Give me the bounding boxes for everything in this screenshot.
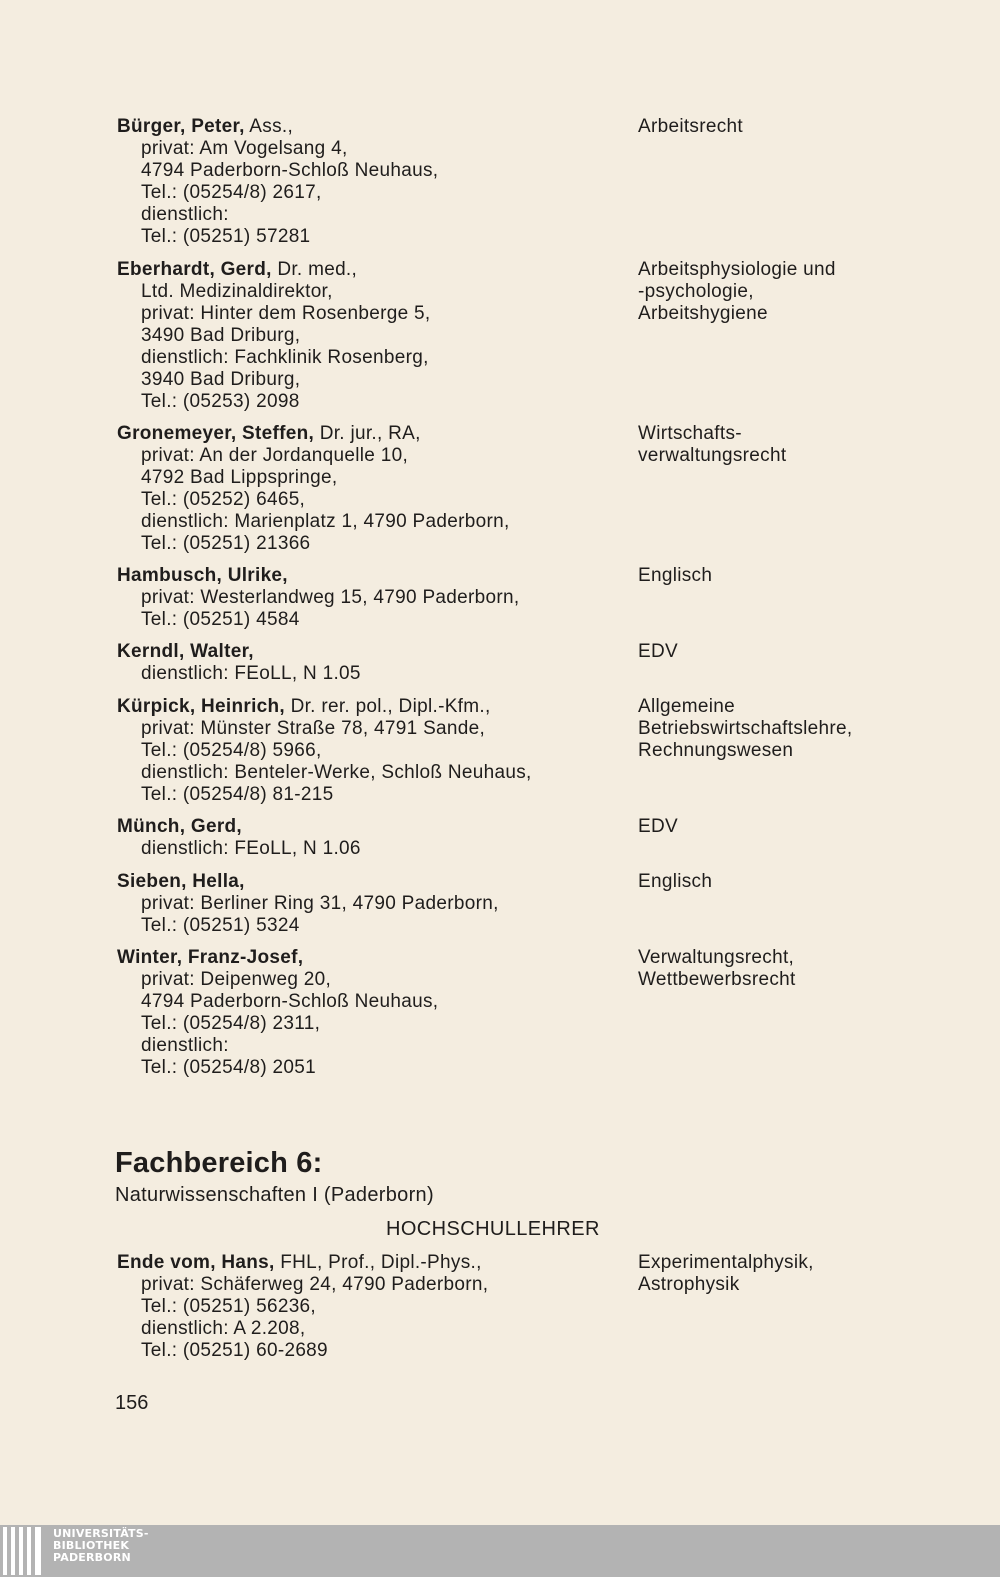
address-line: dienstlich: A 2.208,: [141, 1318, 306, 1339]
person-title: Dr. jur., RA,: [314, 423, 421, 444]
entry-subject: [638, 696, 988, 762]
person-name: Eberhardt, Gerd,: [117, 259, 272, 280]
person-title: FHL, Prof., Dipl.-Phys.,: [274, 1252, 482, 1273]
library-logo-icon: [0, 1525, 48, 1577]
subject-line: Wettbewerbsrecht: [638, 969, 796, 990]
section-title: Fachbereich 6:: [115, 1147, 323, 1179]
address-line: dienstlich: Benteler-Werke, Schloß Neuhaus,: [141, 762, 532, 783]
address-line: 4794 Paderborn-Schloß Neuhaus,: [141, 160, 439, 181]
address-line: dienstlich: FEoLL, N 1.06: [141, 838, 361, 859]
entry-name-line: [117, 1252, 627, 1274]
person-title: Ass.,: [244, 116, 294, 137]
entry-address-block: [117, 871, 627, 937]
address-line: Tel.: (05251) 57281: [141, 226, 311, 247]
address-line: Tel.: (05251) 4584: [141, 609, 300, 630]
subject-line: -psychologie,: [638, 281, 754, 302]
entry-address-block: [117, 259, 627, 413]
entry-address-block: [117, 423, 627, 555]
address-line: Tel.: (05254/8) 2311,: [141, 1013, 321, 1034]
category-heading: HOCHSCHULLEHRER: [386, 1218, 600, 1240]
person-name: Winter, Franz-Josef,: [117, 947, 304, 968]
subject-line: EDV: [638, 816, 678, 837]
address-line: 4794 Paderborn-Schloß Neuhaus,: [141, 991, 439, 1012]
subject-line: Astrophysik: [638, 1274, 740, 1295]
entry-address-block: [117, 565, 627, 631]
subject-line: EDV: [638, 641, 678, 662]
address-line: privat: Deipenweg 20,: [141, 969, 332, 990]
person-name: Gronemeyer, Steffen,: [117, 423, 315, 444]
address-line: Tel.: (05254/8) 81-215: [141, 784, 334, 805]
address-line: dienstlich: Fachklinik Rosenberg,: [141, 347, 429, 368]
entry-subject: [638, 641, 988, 663]
entry-subject: [638, 947, 988, 991]
address-line: privat: Berliner Ring 31, 4790 Paderborn,: [141, 893, 499, 914]
subject-line: Betriebswirtschaftslehre,: [638, 718, 853, 739]
address-line: privat: Am Vogelsang 4,: [141, 138, 348, 159]
address-line: privat: Westerlandweg 15, 4790 Paderborn,: [141, 587, 520, 608]
entry-address-block: [117, 816, 627, 860]
entry-name-line: [117, 947, 627, 969]
person-name: Sieben, Hella,: [117, 871, 245, 892]
entry-subject: [638, 1252, 988, 1296]
subject-line: Rechnungswesen: [638, 740, 794, 761]
address-line: privat: An der Jordanquelle 10,: [141, 445, 409, 466]
person-name: Bürger, Peter,: [117, 116, 245, 137]
address-line: privat: Schäferweg 24, 4790 Paderborn,: [141, 1274, 489, 1295]
entry-address-block: [117, 696, 627, 806]
entry-address-block: [117, 1252, 627, 1362]
address-line: Ltd. Medizinaldirektor,: [141, 281, 333, 302]
address-line: Tel.: (05251) 21366: [141, 533, 311, 554]
entry-name-line: [117, 696, 627, 718]
address-line: Tel.: (05252) 6465,: [141, 489, 306, 510]
logo-text-line: PADERBORN: [53, 1551, 131, 1564]
subject-line: Wirtschafts-: [638, 423, 742, 444]
person-name: Kerndl, Walter,: [117, 641, 254, 662]
section-subtitle: Naturwissenschaften I (Paderborn): [115, 1184, 434, 1206]
person-name: Hambusch, Ulrike,: [117, 565, 288, 586]
address-line: Tel.: (05251) 5324: [141, 915, 300, 936]
person-title: Dr. rer. pol., Dipl.-Kfm.,: [285, 696, 491, 717]
entry-subject: [638, 259, 988, 325]
entry-subject: [638, 116, 988, 138]
logo-text-line: BIBLIOTHEK: [53, 1539, 130, 1552]
entry-name-line: [117, 423, 627, 445]
entry-address-block: [117, 116, 627, 248]
entry-name-line: [117, 871, 627, 893]
subject-line: Arbeitshygiene: [638, 303, 768, 324]
address-line: dienstlich: FEoLL, N 1.05: [141, 663, 361, 684]
subject-line: Verwaltungsrecht,: [638, 947, 795, 968]
entry-name-line: [117, 259, 627, 281]
address-line: dienstlich:: [141, 204, 229, 225]
entry-address-block: [117, 641, 627, 685]
address-line: Tel.: (05254/8) 2051: [141, 1057, 317, 1078]
entry-name-line: [117, 816, 627, 838]
entry-subject: [638, 871, 988, 893]
subject-line: Allgemeine: [638, 696, 735, 717]
logo-text-line: UNIVERSITÄTS-: [53, 1527, 149, 1540]
entry-address-block: [117, 947, 627, 1079]
address-line: dienstlich: Marienplatz 1, 4790 Paderborn,: [141, 511, 510, 532]
address-line: privat: Hinter dem Rosenberge 5,: [141, 303, 431, 324]
address-line: 4792 Bad Lippspringe,: [141, 467, 338, 488]
entry-subject: [638, 423, 988, 467]
subject-line: Englisch: [638, 871, 713, 892]
address-line: dienstlich:: [141, 1035, 229, 1056]
subject-line: Experimentalphysik,: [638, 1252, 814, 1273]
address-line: 3490 Bad Driburg,: [141, 325, 301, 346]
person-name: Münch, Gerd,: [117, 816, 242, 837]
address-line: privat: Münster Straße 78, 4791 Sande,: [141, 718, 486, 739]
entry-name-line: [117, 641, 627, 663]
address-line: Tel.: (05254/8) 2617,: [141, 182, 322, 203]
address-line: Tel.: (05254/8) 5966,: [141, 740, 322, 761]
page-number: 156: [115, 1392, 149, 1414]
entry-name-line: [117, 116, 627, 138]
entry-subject: [638, 816, 988, 838]
library-footer-bar: [0, 1525, 1000, 1577]
person-name: Kürpick, Heinrich,: [117, 696, 285, 717]
subject-line: verwaltungsrecht: [638, 445, 787, 466]
entry-subject: [638, 565, 988, 587]
address-line: Tel.: (05251) 56236,: [141, 1296, 317, 1317]
address-line: Tel.: (05253) 2098: [141, 391, 300, 412]
subject-line: Arbeitsphysiologie und: [638, 259, 836, 280]
person-title: Dr. med.,: [271, 259, 358, 280]
entry-name-line: [117, 565, 627, 587]
address-line: Tel.: (05251) 60-2689: [141, 1340, 328, 1361]
address-line: 3940 Bad Driburg,: [141, 369, 301, 390]
subject-line: Englisch: [638, 565, 713, 586]
library-logo-text: [53, 1528, 149, 1564]
person-name: Ende vom, Hans,: [117, 1252, 275, 1273]
subject-line: Arbeitsrecht: [638, 116, 743, 137]
